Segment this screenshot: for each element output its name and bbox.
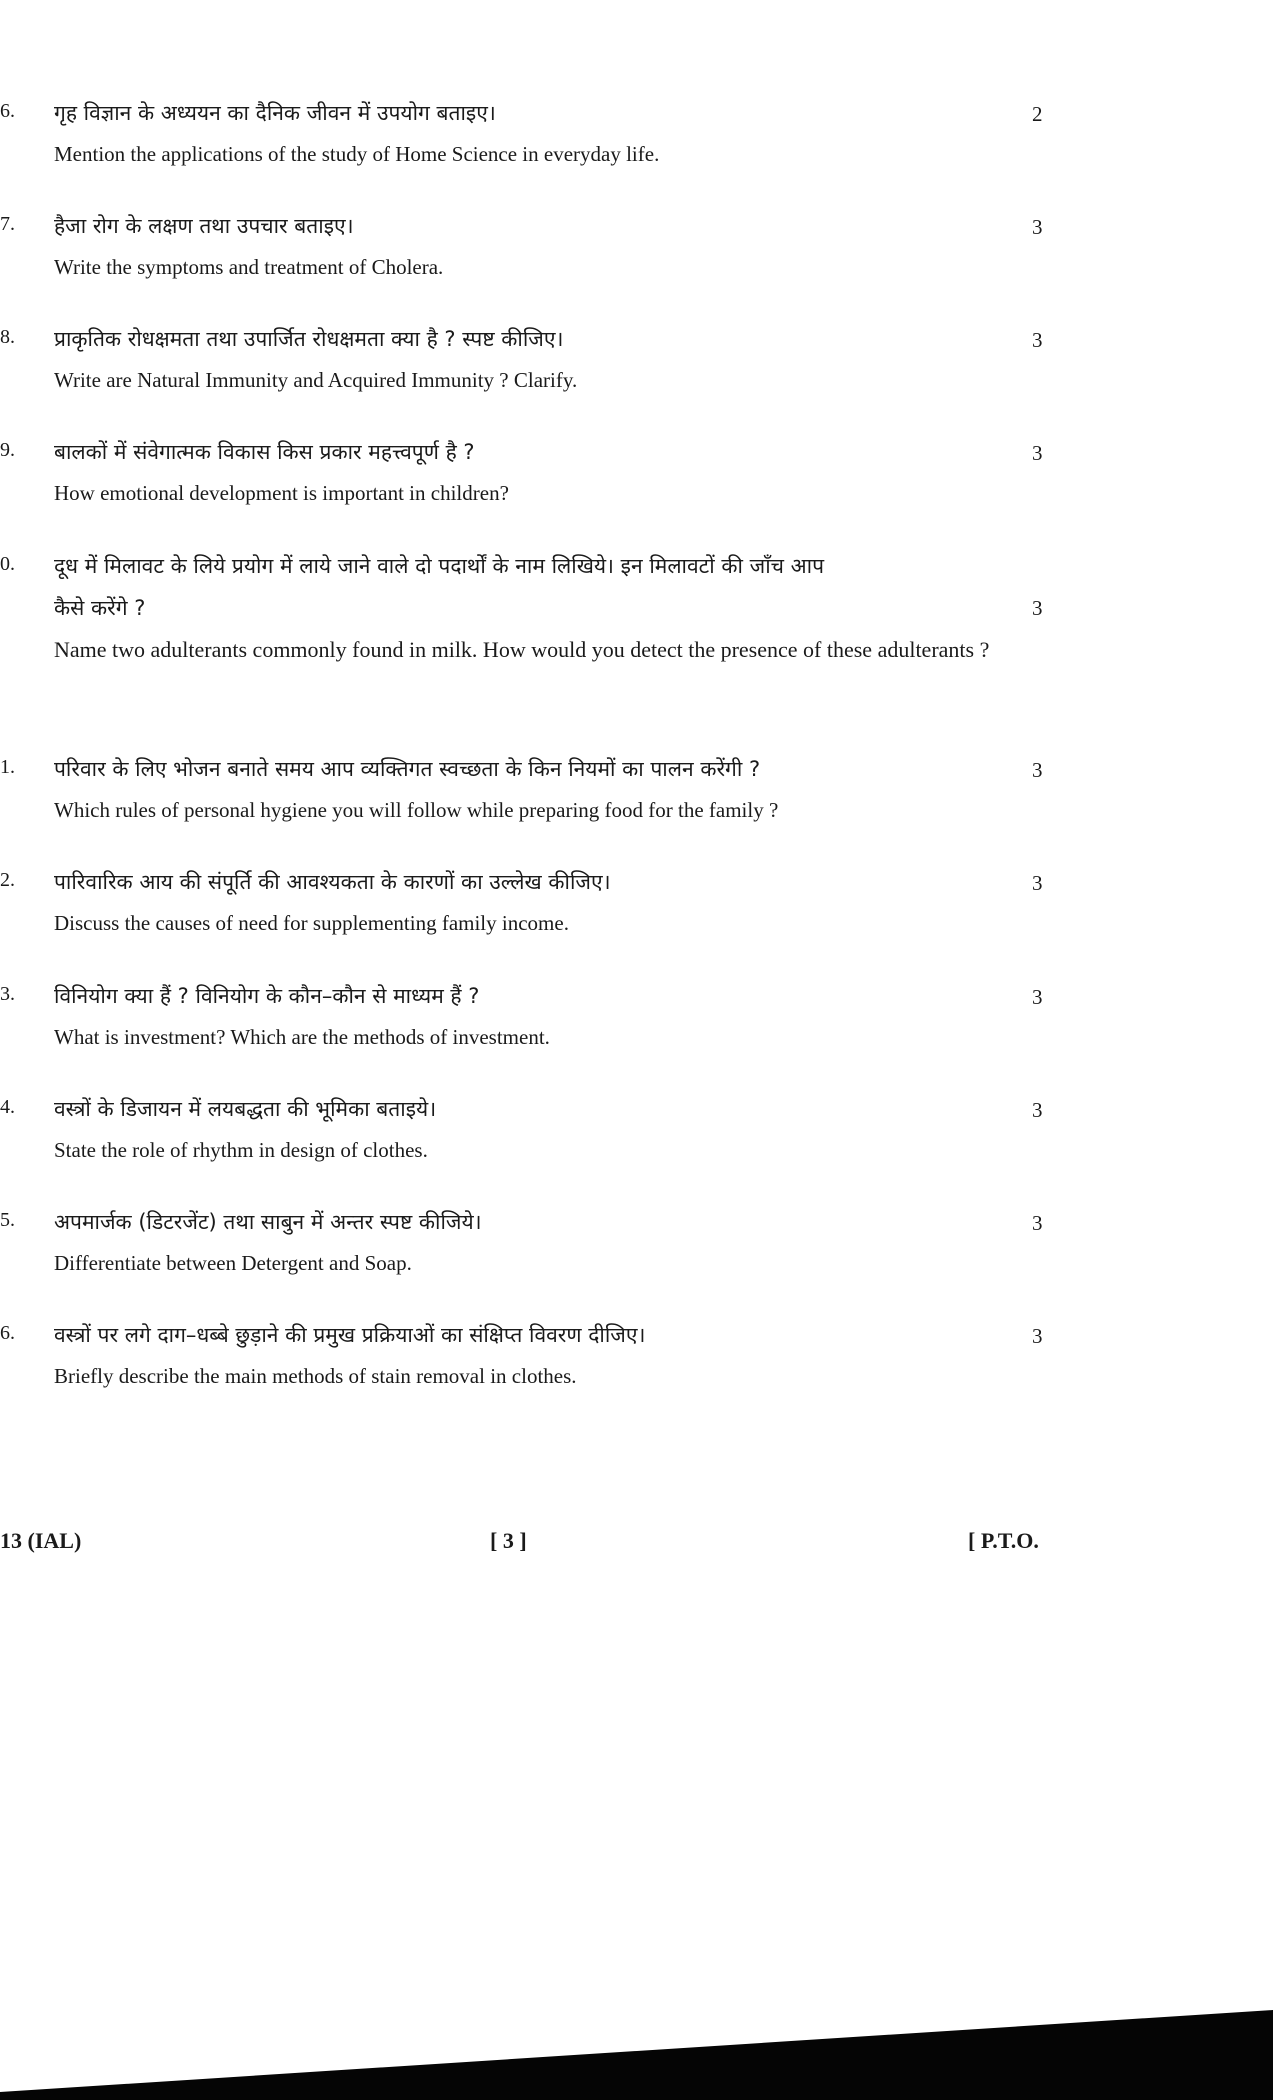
question-text-english: Which rules of personal hygiene you will follow while preparing food for the family ? (54, 798, 779, 822)
question-text-hindi: पारिवारिक आय की संपूर्ति की आवश्यकता के कारणों का उल्लेख कीजिए। (54, 870, 611, 894)
question-marks: 3 (1032, 215, 1043, 239)
question-number: 0. (0, 553, 15, 575)
question-number: 5. (0, 1209, 15, 1231)
question-text-hindi: विनियोग क्या हैं ? विनियोग के कौन–कौन से माध्यम हैं ? (54, 984, 480, 1008)
question-number: 8. (0, 326, 15, 348)
question-marks: 3 (1032, 1324, 1043, 1348)
question-marks: 3 (1032, 596, 1043, 620)
question-number: 4. (0, 1096, 15, 1118)
question-text-hindi: अपमार्जक (डिटरजेंट) तथा साबुन में अन्तर स्पष्ट कीजिये। (54, 1210, 482, 1234)
question-marks: 3 (1032, 758, 1043, 782)
question-number: 1. (0, 756, 15, 778)
question-number: 7. (0, 213, 15, 235)
scan-shadow-band (0, 2000, 1273, 2100)
question-text-hindi: गृह विज्ञान के अध्ययन का दैनिक जीवन में उपयोग बताइए। (54, 101, 496, 125)
question-text-hindi: दूध में मिलावट के लिये प्रयोग में लाये जाने वाले दो पदार्थों के नाम लिखिये। इन मिलावटों की जाँच आप (54, 554, 825, 578)
question-text-english: Briefly describe the main methods of stain removal in clothes. (54, 1364, 577, 1388)
question-text-hindi: वस्त्रों के डिजायन में लयबद्धता की भूमिका बताइये। (54, 1097, 437, 1121)
question-text-hindi: परिवार के लिए भोजन बनाते समय आप व्यक्तिगत स्वच्छता के किन नियमों का पालन करेंगी ? (54, 757, 761, 781)
question-text-english: Mention the applications of the study of Home Science in everyday life. (54, 142, 660, 166)
question-text-english: Name two adulterants commonly found in milk. How would you detect the presence of these adulterants ? (54, 637, 990, 662)
question-text-english: Discuss the causes of need for supplementing family income. (54, 911, 569, 935)
please-turn-over: [ P.T.O. (968, 1528, 1039, 1553)
question-text-english: State the role of rhythm in design of clothes. (54, 1138, 428, 1162)
question-text-hindi-continued: कैसे करेंगे ? (54, 596, 146, 620)
question-marks: 3 (1032, 328, 1043, 352)
question-text-english: Write the symptoms and treatment of Cholera. (54, 255, 444, 279)
question-text-english: How emotional development is important in children? (54, 481, 509, 505)
question-text-english: Write are Natural Immunity and Acquired Immunity ? Clarify. (54, 368, 578, 392)
question-marks: 3 (1032, 1098, 1043, 1122)
question-marks: 3 (1032, 985, 1043, 1009)
question-number: 6. (0, 1322, 15, 1344)
question-text-english: What is investment? Which are the methods of investment. (54, 1025, 550, 1049)
question-text-hindi: प्राकृतिक रोधक्षमता तथा उपार्जित रोधक्षमता क्या है ? स्पष्ट कीजिए। (54, 327, 564, 351)
question-number: 2. (0, 869, 15, 891)
question-text-hindi: हैजा रोग के लक्षण तथा उपचार बताइए। (54, 214, 354, 238)
question-marks: 3 (1032, 871, 1043, 895)
question-number: 6. (0, 100, 15, 122)
page-number: [ 3 ] (490, 1528, 527, 1553)
question-number: 3. (0, 983, 15, 1005)
question-marks: 3 (1032, 1211, 1043, 1235)
question-number: 9. (0, 439, 15, 461)
question-text-hindi: वस्त्रों पर लगे दाग–धब्बे छुड़ाने की प्रमुख प्रक्रियाओं का संक्षिप्त विवरण दीजिए। (54, 1323, 646, 1347)
question-text-hindi: बालकों में संवेगात्मक विकास किस प्रकार महत्त्वपूर्ण है ? (54, 440, 475, 464)
paper-code: 13 (IAL) (0, 1528, 82, 1553)
question-text-english: Differentiate between Detergent and Soap. (54, 1251, 412, 1275)
question-marks: 3 (1032, 441, 1043, 465)
question-marks: 2 (1032, 102, 1043, 126)
